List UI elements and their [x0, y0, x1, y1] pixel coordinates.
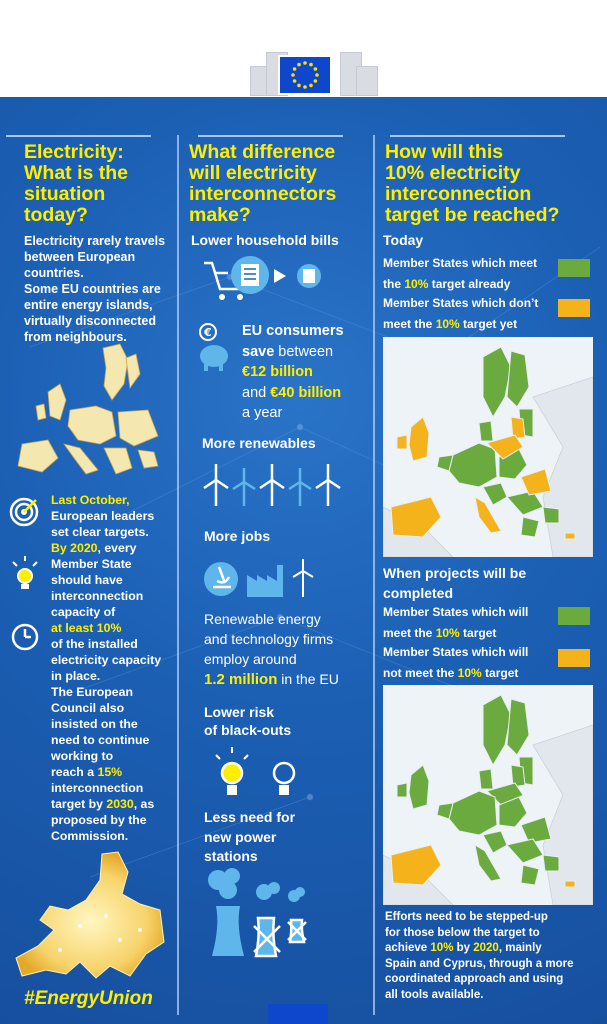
green-swatch — [558, 259, 590, 277]
text-line: insisted on the — [51, 717, 138, 731]
text-line: entire energy islands, — [24, 298, 153, 312]
heading-line: will electricity — [189, 162, 317, 184]
more-jobs-heading: More jobs — [204, 528, 271, 544]
top-separator — [198, 135, 343, 137]
text-line: Less need for — [204, 809, 296, 825]
col1-targets-text — [51, 492, 161, 844]
power-stations-icon — [202, 866, 322, 958]
text-line: Member State — [51, 557, 132, 571]
text-line: working to — [51, 749, 114, 763]
lower-bills-heading: Lower household bills — [191, 232, 339, 248]
text-line — [242, 342, 344, 363]
wind-turbines-icon — [200, 460, 350, 508]
text-span: meet the — [383, 626, 436, 640]
text-line: Spain and Cyprus, through a more — [385, 957, 574, 970]
footer-bar — [268, 1004, 328, 1024]
heading-line: interconnection — [385, 183, 532, 205]
heading-line: What difference — [189, 141, 336, 163]
text-span: achieve — [385, 942, 431, 954]
heading-line: today? — [24, 204, 88, 226]
text-line: and technology firms — [204, 631, 334, 647]
today-heading: Today — [383, 232, 424, 248]
when-completed-heading — [383, 564, 526, 603]
text-span: target yet — [459, 317, 518, 331]
text-line: virtually disconnected — [24, 314, 156, 328]
text-line: stations — [204, 848, 258, 864]
microscope-factory-icon — [203, 555, 323, 599]
heading-line: How will this — [385, 141, 504, 163]
less-need-heading — [204, 808, 295, 867]
text-span: the — [383, 277, 405, 291]
text-span: between — [274, 343, 334, 360]
efforts-text — [385, 910, 574, 1003]
heading-line: make? — [189, 204, 251, 226]
map-completed-svg — [383, 685, 593, 905]
eu-map-completed — [383, 685, 593, 905]
text-line: of black-outs — [204, 722, 292, 738]
heading-line: What is the — [24, 162, 129, 184]
green-swatch — [558, 607, 590, 625]
text-line: employ around — [204, 651, 297, 667]
highlight: 10% — [435, 626, 460, 640]
text-line — [51, 796, 161, 812]
text-span: save — [242, 343, 275, 360]
lightbulb-icon — [10, 554, 40, 594]
header — [0, 0, 607, 97]
eu-flag-icon — [278, 55, 332, 95]
svg-text:€: € — [204, 326, 212, 339]
text-line: The European — [51, 685, 133, 699]
text-line: interconnection — [51, 781, 144, 795]
text-line: European leaders — [51, 509, 155, 523]
col3-heading — [385, 142, 559, 226]
top-separator — [6, 135, 151, 137]
text-span: target by — [51, 797, 107, 811]
text-span: target — [481, 666, 519, 680]
text-line: capacity of — [51, 605, 116, 619]
highlight: 10% — [457, 666, 482, 680]
eu-map-today — [383, 337, 593, 557]
target-icon — [8, 496, 40, 528]
text-line: new power — [204, 828, 277, 845]
heading-line: target be reached? — [385, 204, 560, 226]
text-line: Some EU countries are — [24, 282, 161, 296]
text-span: , as — [133, 797, 155, 811]
europe-islands-map — [8, 340, 168, 480]
orange-swatch — [558, 649, 590, 667]
highlight: 2020 — [473, 942, 499, 954]
text-line — [383, 274, 593, 295]
text-line: When projects will be — [383, 565, 527, 581]
heading-line: interconnectors — [189, 183, 337, 205]
highlight: 10% — [404, 277, 429, 291]
text-line — [51, 540, 161, 556]
clock-icon — [10, 622, 40, 652]
jobs-text — [204, 609, 339, 690]
highlight: 10% — [430, 942, 454, 954]
text-line — [242, 383, 344, 404]
text-line — [204, 669, 339, 690]
text-span: target already — [428, 277, 511, 291]
text-line: Commission. — [51, 829, 129, 843]
col2-heading — [189, 142, 336, 226]
text-line: Member States which will — [383, 645, 529, 659]
text-span: target — [459, 626, 497, 640]
text-span: meet the — [383, 317, 436, 331]
text-line: Efforts need to be stepped-up — [385, 911, 548, 923]
heading-line: situation — [24, 183, 106, 205]
orange-swatch — [558, 299, 590, 317]
highlight: €40 billion — [270, 384, 342, 401]
text-line: at least 10% — [51, 621, 122, 635]
text-line: need to continue — [51, 733, 150, 747]
text-line: for those below the target to — [385, 926, 540, 939]
highlight: 15% — [97, 765, 123, 779]
text-span: not meet the — [383, 666, 458, 680]
col1-intro — [24, 233, 165, 345]
text-line: electricity capacity — [51, 653, 162, 667]
highlight: €12 billion — [242, 364, 313, 380]
lightbulbs-icon — [210, 745, 310, 803]
heading-line: Electricity: — [24, 141, 124, 163]
text-span: reach a — [51, 765, 98, 779]
highlight: 1.2 million — [204, 671, 278, 688]
text-span: in the EU — [277, 671, 339, 687]
more-renewables-heading: More renewables — [202, 435, 316, 451]
highlight: 2030 — [106, 797, 134, 811]
text-line — [383, 623, 593, 644]
europe-connected-map — [10, 850, 170, 980]
text-line — [383, 314, 593, 335]
text-line: completed — [383, 584, 454, 601]
european-commission-logo — [248, 30, 378, 96]
text-span: , every — [97, 541, 137, 555]
text-line: Last October, — [51, 493, 130, 507]
text-line — [385, 941, 574, 957]
text-line: Renewable energy — [204, 611, 321, 627]
text-line: all tools available. — [385, 988, 484, 1001]
text-line: from neighbours. — [24, 330, 127, 344]
text-line: Lower risk — [204, 704, 275, 720]
cart-bill-icon — [200, 255, 330, 307]
text-line: EU consumers — [242, 323, 344, 339]
text-line: interconnection — [51, 589, 144, 603]
text-line: should have — [51, 573, 123, 587]
piggy-bank-icon — [194, 322, 234, 374]
text-line: proposed by the — [51, 813, 147, 827]
text-line: Member States which don’t — [383, 296, 539, 310]
top-separator — [390, 135, 565, 137]
text-line: of the installed — [51, 637, 138, 651]
heading-line: 10% electricity — [385, 162, 521, 184]
text-span: and — [242, 384, 271, 401]
text-span: by — [453, 942, 474, 954]
text-line: set clear targets. — [51, 525, 149, 539]
lower-risk-heading — [204, 703, 291, 739]
text-line: Member States which meet — [383, 256, 538, 270]
column-separator — [373, 135, 375, 1015]
highlight: By 2020 — [51, 541, 98, 555]
building-shape — [356, 66, 378, 96]
text-line: Council also — [51, 701, 125, 715]
text-line — [51, 764, 161, 780]
text-line: Member States which will — [383, 605, 529, 619]
text-span: , mainly — [498, 942, 542, 954]
savings-text — [242, 321, 344, 424]
hashtag: #EnergyUnion — [24, 988, 153, 1009]
text-line: in place. — [51, 669, 101, 683]
text-line: countries. — [24, 266, 84, 280]
text-line: coordinated approach and using — [385, 973, 564, 985]
text-line: Electricity rarely travels — [24, 234, 166, 248]
text-line: between European — [24, 250, 136, 264]
text-line: a year — [242, 405, 283, 421]
column-separator — [177, 135, 179, 1015]
map-today-svg — [383, 337, 593, 557]
highlight: 10% — [435, 317, 460, 331]
col1-heading — [24, 142, 128, 226]
